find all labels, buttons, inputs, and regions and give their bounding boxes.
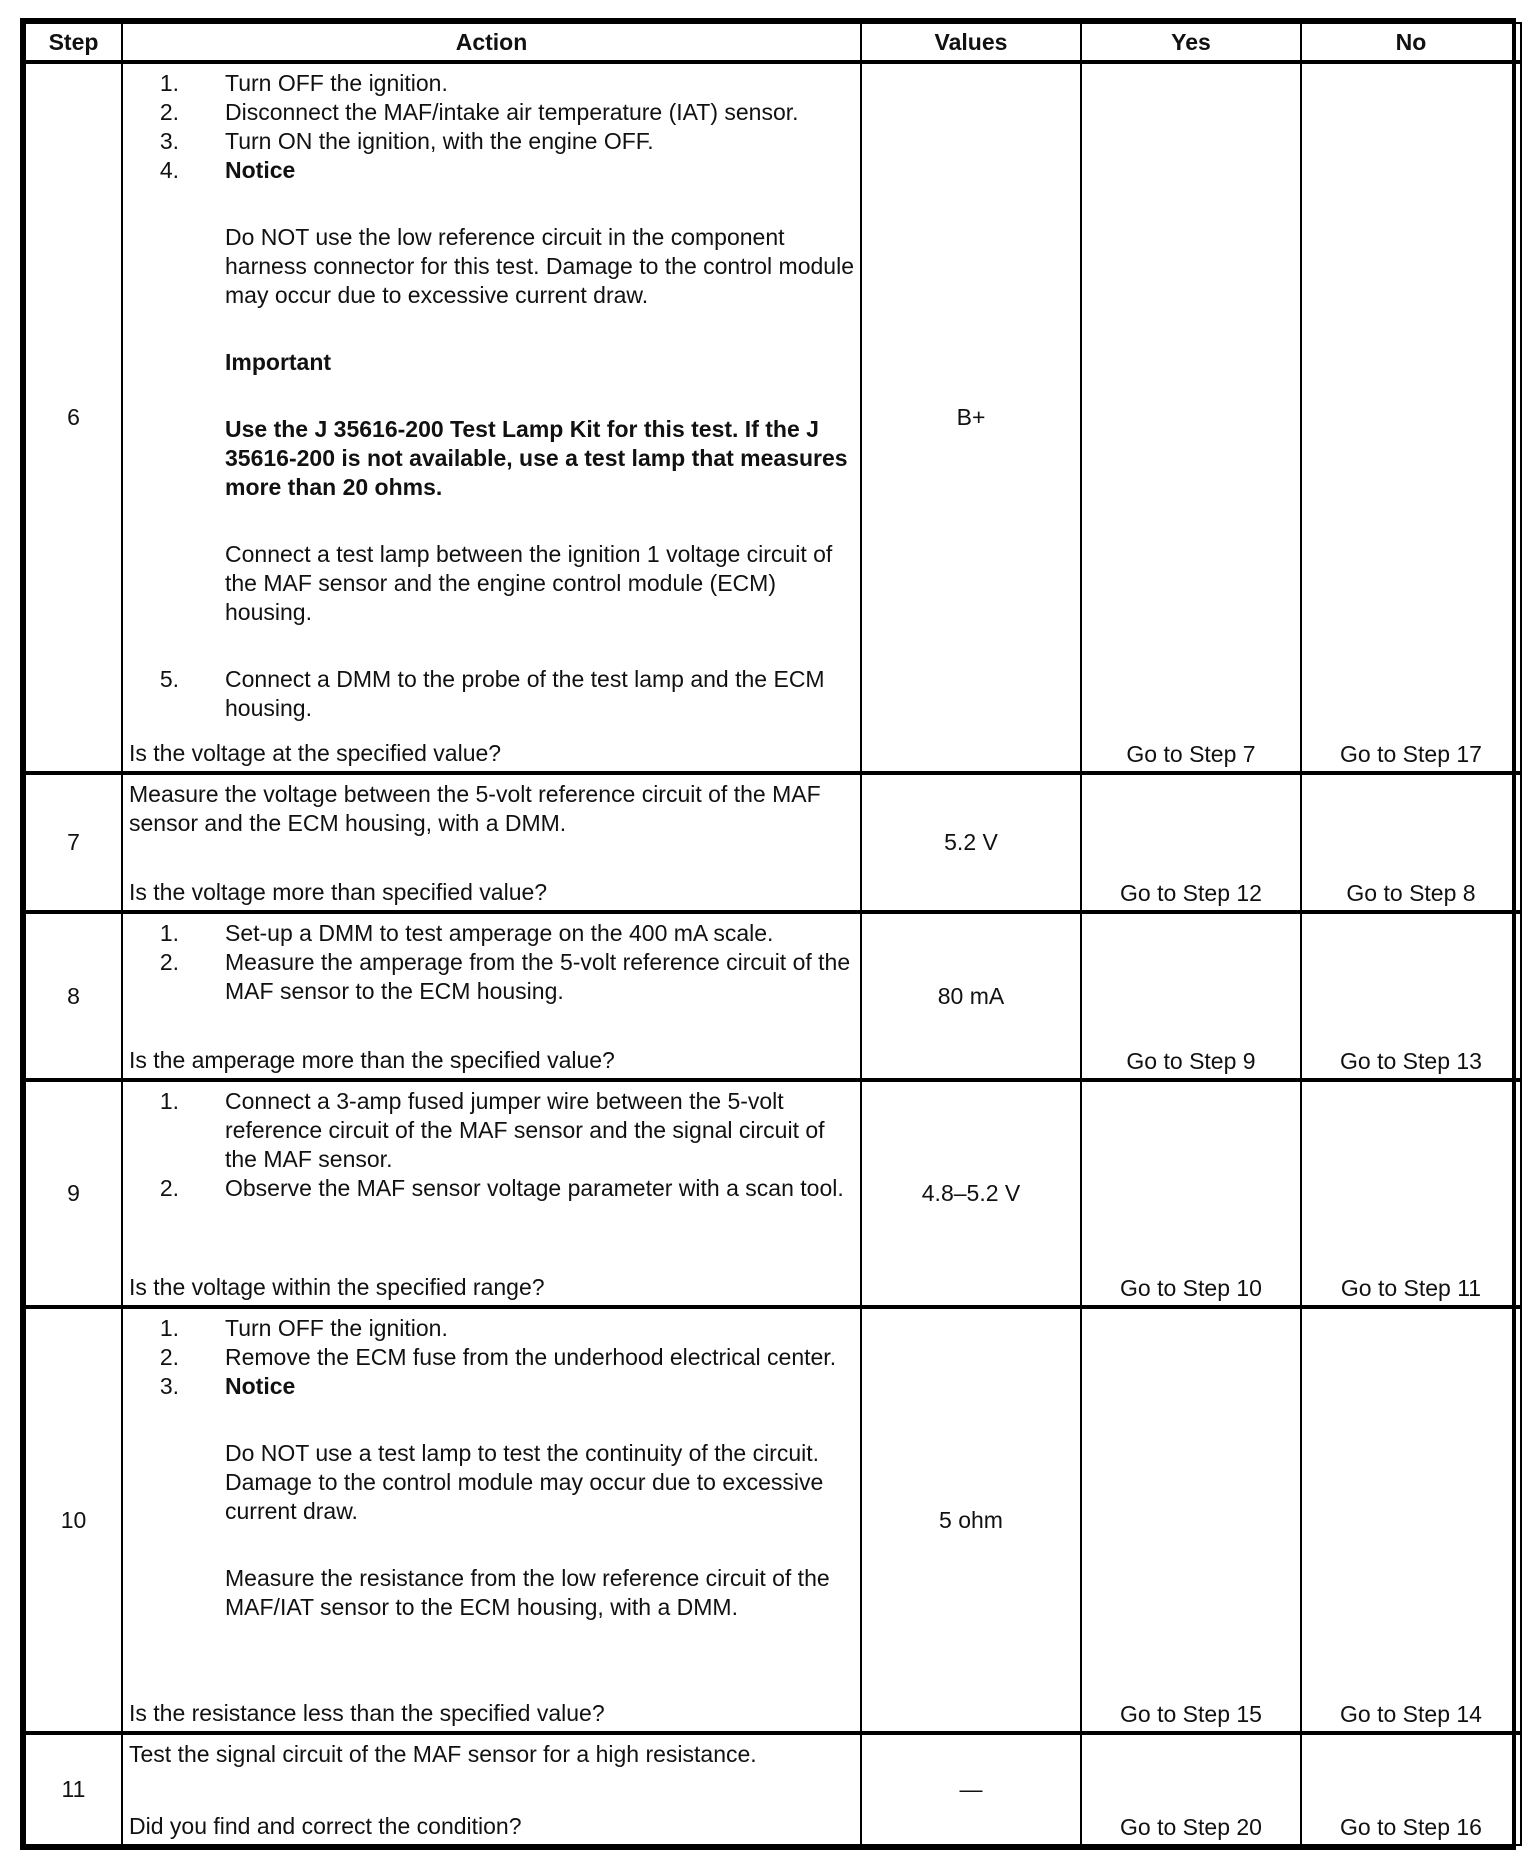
value-cell: 5.2 V	[861, 773, 1081, 912]
important-text: Use the J 35616-200 Test Lamp Kit for this test. If the J 35616-200 is not available, use a test lamp that measures more than 20 ohms.	[225, 416, 848, 500]
action-item: Disconnect the MAF/intake air temperature (IAT) sensor.	[225, 99, 799, 125]
step-number: 6	[25, 62, 122, 773]
header-step: Step	[25, 23, 122, 62]
action-item: Turn OFF the ignition.	[225, 1315, 448, 1342]
action-cell: 1. Turn OFF the ignition. 2. Disconnect the MAF/intake air temperature (IAT) sensor. 3. Turn ON the ignition, with the engine OFF. 4. Notice Do NOT use the low reference circuit in the component harness connector for this test. Damage to the control module may occur due to excessive current draw. Important Use the J 35616-200 Test Lamp Kit for this test. If the J 35616-200 is not available, use a test lamp that measures more than 20 ohms. Connect a test lamp between the ignition 1 voltage circuit of the MAF sensor and the engine control module (ECM) housing. 5. Connect a DMM to the probe of the test lamp and the ECM housing. Is the voltage at the specified value?	[122, 62, 861, 773]
table-row	[25, 1307, 1521, 1733]
header-action: Action	[122, 23, 861, 62]
action-item: Turn ON the ignition, with the engine OFF.	[225, 128, 654, 154]
diagnostic-table	[20, 18, 1516, 1850]
step-number: 11	[25, 1733, 122, 1845]
action-text: Test the signal circuit of the MAF sensor for a high resistance.	[129, 1741, 757, 1768]
notice-label: Notice	[225, 157, 296, 183]
action-cell	[122, 773, 861, 912]
value-cell: 80 mA	[861, 912, 1081, 1080]
header-values: Values	[861, 23, 1081, 62]
yes-cell: Go to Step 15	[1081, 1307, 1301, 1733]
question-text: Is the voltage more than specified value?	[129, 878, 548, 905]
notice-text: Do NOT use a test lamp to test the continuity of the circuit. Damage to the control module may occur due to excessive current draw.	[225, 1440, 824, 1525]
question-text: Is the amperage more than the specified value?	[129, 1047, 615, 1074]
question-text: Is the voltage at the specified value?	[129, 739, 502, 766]
step-number: 7	[25, 773, 122, 912]
action-item: Remove the ECM fuse from the underhood electrical center.	[225, 1344, 837, 1371]
value-cell: B+	[861, 62, 1081, 773]
table-row	[25, 773, 1521, 912]
value-cell: 4.8–5.2 V	[861, 1080, 1081, 1307]
question-text: Is the resistance less than the specified value?	[129, 1700, 605, 1727]
yes-cell: Go to Step 10	[1081, 1080, 1301, 1307]
value-cell: 5 ohm	[861, 1307, 1081, 1733]
no-cell: Go to Step 16	[1301, 1733, 1521, 1845]
action-item: Turn OFF the ignition.	[225, 70, 448, 96]
action-text: Measure the voltage between the 5-volt reference circuit of the MAF sensor and the ECM housing, with a DMM.	[129, 780, 821, 836]
value-cell: —	[861, 1733, 1081, 1845]
notice-label: Notice	[225, 1373, 296, 1400]
action-cell	[122, 1733, 861, 1845]
table-row	[25, 1733, 1521, 1845]
step-number: 8	[25, 912, 122, 1080]
header-no: No	[1301, 23, 1521, 62]
yes-cell: Go to Step 9	[1081, 912, 1301, 1080]
table-row	[25, 912, 1521, 1080]
table-row	[25, 1080, 1521, 1307]
no-cell: Go to Step 13	[1301, 912, 1521, 1080]
instruction-text: Connect a test lamp between the ignition 1 voltage circuit of the MAF sensor and the engine control module (ECM) housing.	[225, 541, 833, 625]
no-cell: Go to Step 11	[1301, 1080, 1521, 1307]
no-cell: Go to Step 8	[1301, 773, 1521, 912]
yes-cell: Go to Step 7	[1081, 62, 1301, 773]
step-number: 10	[25, 1307, 122, 1733]
action-cell: 1. Turn OFF the ignition. 2. Remove the ECM fuse from the underhood electrical center. 3. Notice Do NOT use a test lamp to test the continuity of the circuit. Damage to the control module may occur due to excessive current draw. Measure the resistance from the low reference circuit of the MAF/IAT sensor to the ECM housing, with a DMM. Is the resistance less than the specified value?	[122, 1307, 861, 1733]
header-row	[25, 23, 1521, 62]
action-item: Measure the amperage from the 5-volt reference circuit of the MAF sensor to the ECM housing.	[225, 948, 851, 1004]
notice-text: Do NOT use the low reference circuit in the component harness connector for this test. Damage to the control module may occur due to excessive current draw.	[225, 224, 854, 308]
action-item: Observe the MAF sensor voltage parameter with a scan tool.	[225, 1175, 844, 1202]
action-cell: 1. Set-up a DMM to test amperage on the 400 mA scale. 2. Measure the amperage from the 5-volt reference circuit of the MAF sensor to the ECM housing. Is the amperage more than the specified value?	[122, 912, 861, 1080]
action-cell: 1. Connect a 3-amp fused jumper wire between the 5-volt reference circuit of the MAF sensor and the signal circuit of the MAF sensor. 2. Observe the MAF sensor voltage parameter with a scan tool. Is the voltage within the specified range?	[122, 1080, 861, 1307]
question-text: Is the voltage within the specified range?	[129, 1274, 545, 1301]
action-item: Connect a 3-amp fused jumper wire between the 5-volt reference circuit of the MAF sensor and the signal circuit of the MAF sensor.	[225, 1088, 825, 1173]
yes-cell: Go to Step 20	[1081, 1733, 1301, 1845]
step-number: 9	[25, 1080, 122, 1307]
no-cell: Go to Step 17	[1301, 62, 1521, 773]
yes-cell: Go to Step 12	[1081, 773, 1301, 912]
instruction-text: Measure the resistance from the low reference circuit of the MAF/IAT sensor to the ECM housing, with a DMM.	[225, 1565, 830, 1621]
important-label: Important	[225, 349, 332, 375]
no-cell: Go to Step 14	[1301, 1307, 1521, 1733]
header-yes: Yes	[1081, 23, 1301, 62]
question-text: Did you find and correct the condition?	[129, 1813, 522, 1839]
action-item: Connect a DMM to the probe of the test lamp and the ECM housing.	[225, 666, 825, 721]
action-item: Set-up a DMM to test amperage on the 400 mA scale.	[225, 919, 774, 946]
table-row	[25, 62, 1521, 773]
